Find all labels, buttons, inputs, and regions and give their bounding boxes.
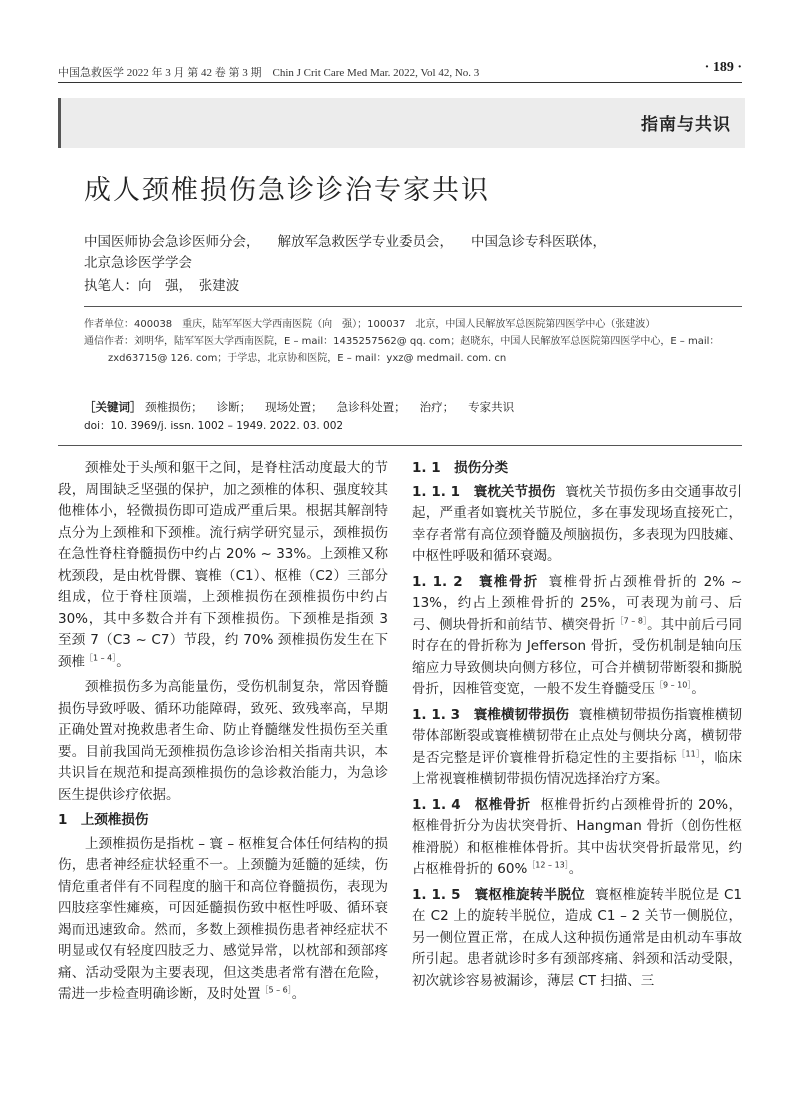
- paragraph: 1. 1. 4 枢椎骨折 枢椎骨折约占颈椎骨折的 20%，枢椎骨折分为齿状突骨折、Hangman 骨折（创伤性枢椎滑脱）和枢椎椎体骨折。其中齿状突骨折最常见，约占枢椎骨折的 60%$^{[12 - 13]}$。: [412, 796, 743, 877]
- keyword: 急诊科处置；: [336, 400, 406, 414]
- citation[interactable]: ［12 – 13］: [527, 860, 569, 870]
- body-rule: [58, 445, 742, 446]
- citation[interactable]: ［1 – 4］: [85, 653, 117, 662]
- affiliation-block: [84, 316, 744, 367]
- author-org-2: 解放军急救医学专业委员会，: [277, 234, 453, 250]
- keyword: 治疗；: [419, 400, 455, 414]
- paragraph: 1. 1. 1 寰枕关节损伤 寰枕关节损伤多由交通事故引起，严重者如寰枕关节脱位，多在事发现场直接死亡，幸存者常有高位颈脊髓及颅脑损伤，多表现为四肢瘫、中枢性呼吸和循环衰竭。: [412, 483, 743, 564]
- corresponding-authors-cont: zxd63715@ 126. com；于学忠，北京协和医院，E – mail：yxz@ medmail. com. cn: [108, 353, 507, 364]
- right-column: [412, 458, 742, 996]
- keyword: 诊断；: [216, 400, 252, 414]
- citation[interactable]: ［9 – 10］: [655, 680, 692, 690]
- paragraph: 1. 1. 5 寰枢椎旋转半脱位 寰枢椎旋转半脱位是 C1 在 C2 上的旋转半脱位，造成 C1 – 2 关节一侧脱位，另一侧位置正常，在成人这种损伤通常是由机动车事故所引起。患者就诊时多有颈部疼痛、斜颈和活动受限，初次就诊容易被漏诊，薄层 CT 扫描、三: [412, 886, 742, 989]
- author-block: [84, 232, 744, 297]
- keywords-block: [84, 398, 744, 436]
- paragraph: 1. 1. 2 寰椎骨折 寰椎骨折占颈椎骨折的 2% ~ 13%，约占上颈椎骨折的 25%，可表现为前弓、后弓、侧块骨折和前结节、横突骨折$^{[7 - 8]}$。其中前后弓同时存在的骨折称为 Jefferson 骨折，受伤机制是轴向压缩应力导致侧块向侧方移位，可合并横韧带断裂和撕脱骨折，因椎管变宽，一般不发生脊髓受压$^{[9 - 10]}$。: [412, 573, 743, 697]
- citation[interactable]: ［5 – 6］: [260, 985, 292, 995]
- page-number: · 189 ·: [704, 60, 742, 75]
- running-head: 中国急救医学 2022 年 3 月 第 42 卷 第 3 期 Chin J Crit Care Med Mar. 2022, Vol 42, No. 3: [58, 67, 480, 79]
- author-org-3: 中国急诊专科医联体，: [471, 234, 606, 250]
- section-label: 指南与共识: [641, 115, 731, 135]
- keyword: 专家共识: [468, 400, 515, 414]
- header-rule: [58, 82, 742, 83]
- corresponding-authors: 通信作者：刘明华，陆军军医大学西南医院，E – mail：1435257562@ qq. com；赵晓东，中国人民解放军总医院第四医学中心，E – mail：: [84, 336, 720, 347]
- subsection-heading: 1. 1 损伤分类: [412, 460, 509, 476]
- writers: 执笔人：向 强， 张建波: [84, 278, 240, 294]
- author-org-1: 中国医师协会急诊医师分会，: [84, 234, 260, 250]
- paragraph: 1. 1. 3 寰椎横韧带损伤 寰椎横韧带损伤指寰椎横韧带体部断裂或寰椎横韧带在止点处与侧块分离，横韧带是否完整是评价寰椎骨折稳定性的主要指标$^{[11]}$，临床上常视寰椎横韧带损伤情况选择治疗方案。: [412, 706, 742, 787]
- citation[interactable]: ［7 – 8］: [615, 616, 648, 625]
- author-org-4: 北京急诊医学学会: [84, 255, 192, 271]
- keyword: 颈椎损伤；: [145, 400, 203, 414]
- paragraph: 上颈椎损伤是指枕 – 寰 – 枢椎复合体任何结构的损伤，患者神经症状轻重不一。上颈髓为延髓的延续，伤情危重者伴有不同程度的脑干和高位脊髓损伤，表现为四肢痉挛性瘫痪，可因延髓损伤致中枢性呼吸、循环衰竭而迅速致命。然而，多数上颈椎损伤患者神经症状不明显或仅有轻度四肢乏力、感觉异常，以枕部和颈部疼痛、活动受限为主要表现，但这类患者常有潜在危险，需进一步检查明确诊断，及时处置$^{[5 - 6]}$。: [58, 835, 388, 1002]
- citation[interactable]: ［11］: [677, 749, 701, 758]
- author-units: 作者单位：400038 重庆，陆军军医大学西南医院（向 强）；100037 北京，中国人民解放军总医院第四医学中心（张建波）: [84, 319, 656, 330]
- doi: doi：10. 3969/j. issn. 1002 – 1949. 2022. 03. 002: [84, 420, 344, 432]
- article-title: 成人颈椎损伤急诊诊治专家共识: [84, 175, 490, 206]
- section-band: [58, 98, 745, 148]
- left-column: [58, 458, 388, 1010]
- keyword: 现场处置；: [265, 400, 323, 414]
- paragraph: 颈椎损伤多为高能量伤，受伤机制复杂，常因脊髓损伤导致呼吸、循环功能障碍，致死、致残率高，早期正确处置对挽救患者生命、防止脊髓继发性损伤至关重要。目前我国尚无颈椎损伤急诊诊治相关指南共识，本共识旨在规范和提高颈椎损伤的急诊救治能力，为急诊医生提供诊疗依据。: [58, 679, 388, 803]
- keywords-label: ［关键词］: [84, 400, 142, 414]
- section-heading: 1 上颈椎损伤: [58, 812, 149, 828]
- affiliation-rule: [84, 306, 742, 307]
- paragraph: 颈椎处于头颅和躯干之间，是脊柱活动度最大的节段，周围缺乏坚强的保护，加之颈椎的体积、强度较其他椎体小，轻微损伤即可造成严重后果。根据其解剖特点分为上颈椎和下颈椎。流行病学研究显示，颈椎损伤在急性脊柱脊髓损伤中约占 20% ~ 33%。上颈椎又称枕颈段，是由枕骨髁、寰椎（C1）、枢椎（C2）三部分组成，位于脊柱顶端，上颈椎损伤在颈椎损伤中约占 30%，其中多数合并有下颈椎损伤。下颈椎是指颈 3 至颈 7（C3 ~ C7）节段，约 70% 颈椎损伤发生在下颈椎$^{[1 - 4]}$。: [58, 460, 388, 670]
